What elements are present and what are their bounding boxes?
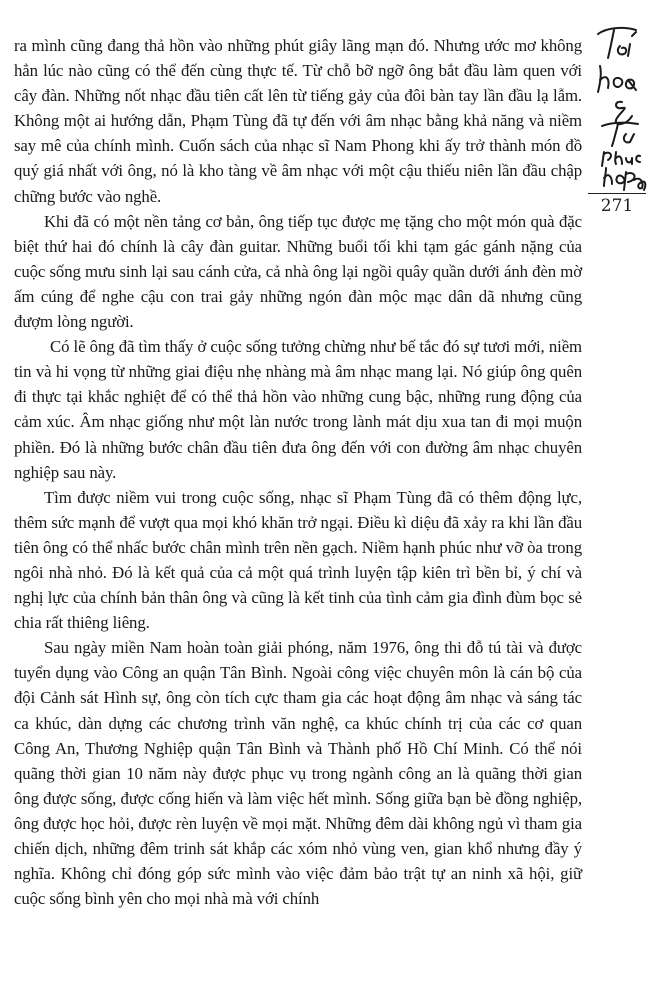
page-number: 271 bbox=[600, 196, 634, 216]
paragraph-3: Có lẽ ông đã tìm thấy ở cuộc sống tưởng chừng như bế tắc đó sự tươi mới, niềm tin và hi vọng từ những giai điệu nhẹ nhàng mà âm nhạc mang lại. Nó giúp ông quên đi thực tại khắc nghiệt để có thể thả hồn vào những cung bậc, những rung động của cảm xúc. Âm nhạc giống như một làn nước trong lành mát dịu xua tan đi mọi muộn phiền. Đó là những bước chân đầu tiên đưa ông đến với con đường âm nhạc chuyên nghiệp sau này. bbox=[14, 337, 582, 482]
handwritten-title-signature bbox=[592, 22, 648, 194]
signature-icon bbox=[592, 22, 648, 194]
page-sidebar bbox=[588, 22, 650, 222]
paragraph-1: ra mình cũng đang thả hồn vào những phút giây lãng mạn đó. Nhưng ước mơ không hẳn lúc nào cũng có thể đến cùng thực tế. Từ chỗ bỡ ngỡ ông bắt đầu làm quen với cây đàn. Những nốt nhạc đầu tiên cất lên từ tiếng gảy của đôi bàn tay lần đầu lạ lẫm. Không một ai hướng dẫn, Phạm Tùng đã tự đến với âm nhạc bằng khả năng và niềm say mê của chính mình. Cuốn sách của nhạc sĩ Nam Phong khi ấy trở thành món đồ quý giá nhất với ông, nó là kho tàng về âm nhạc với một cậu thiếu niên lần đầu chập chững bước vào nghề. bbox=[14, 36, 582, 206]
page-number-rule bbox=[588, 193, 646, 194]
paragraph-5: Sau ngày miền Nam hoàn toàn giải phóng, năm 1976, ông thi đỗ tú tài và được tuyển dụng vào Công an quận Tân Bình. Ngoài công việc chuyên môn là cán bộ của đội Cảnh sát Hình sự, ông còn tích cực tham gia các hoạt động âm nhạc và sáng tác ca khúc, dàn dựng các chương trình văn nghệ, ca khúc chính trị của các cơ quan Công An, Thương Nghiệp quận Tân Bình và Thành phố Hồ Chí Minh. Có thể nói quãng thời gian 10 năm này được phục vụ trong ngành công an là quãng thời gian ông được sống, được cống hiến và làm việc hết mình. Sống giữa bạn bè đồng nghiệp, ông được học hỏi, được rèn luyện về mọi mặt. Những đêm dài không ngủ vì tham gia chiến dịch, những đêm trinh sát khắp các xóm nhỏ vùng ven, gian khổ nhưng đầy ý nghĩa. Không chỉ đóng góp sức mình vào việc đảm bảo trật tự an ninh xã hội, giữ cuộc sống bình yên cho mọi nhà mà với chính bbox=[14, 638, 582, 909]
paragraph-4: Tìm được niềm vui trong cuộc sống, nhạc sĩ Phạm Tùng đã có thêm động lực, thêm sức mạnh để vượt qua mọi khó khăn trở ngại. Điều kì diệu đã xảy ra khi lần đầu tiên ông có thể nhấc bước chân mình trên nền gạch. Niềm hạnh phúc như vỡ òa trong ngôi nhà nhỏ. Đó là kết quả của cả một quá trình luyện tập kiên trì bền bỉ, ý chí và nghị lực của chính bản thân ông và cũng là kết tinh của tình cảm gia đình đùm bọc sẻ chia rất thiêng liêng. bbox=[14, 487, 582, 633]
body-text bbox=[14, 33, 582, 911]
paragraph-2: Khi đã có một nền tảng cơ bản, ông tiếp tục được mẹ tặng cho một món quà đặc biệt thứ hai đó chính là cây đàn guitar. Những buổi tối khi tạm gác gánh nặng của cuộc sống mưu sinh lại sau cánh cửa, cả nhà ông lại ngồi quây quần dưới ánh đèn mờ ấm cúng để nghe cậu con trai gảy những ngón đàn mộc mạc dân dã nhưng cũng đượm lòng người. bbox=[14, 211, 582, 332]
